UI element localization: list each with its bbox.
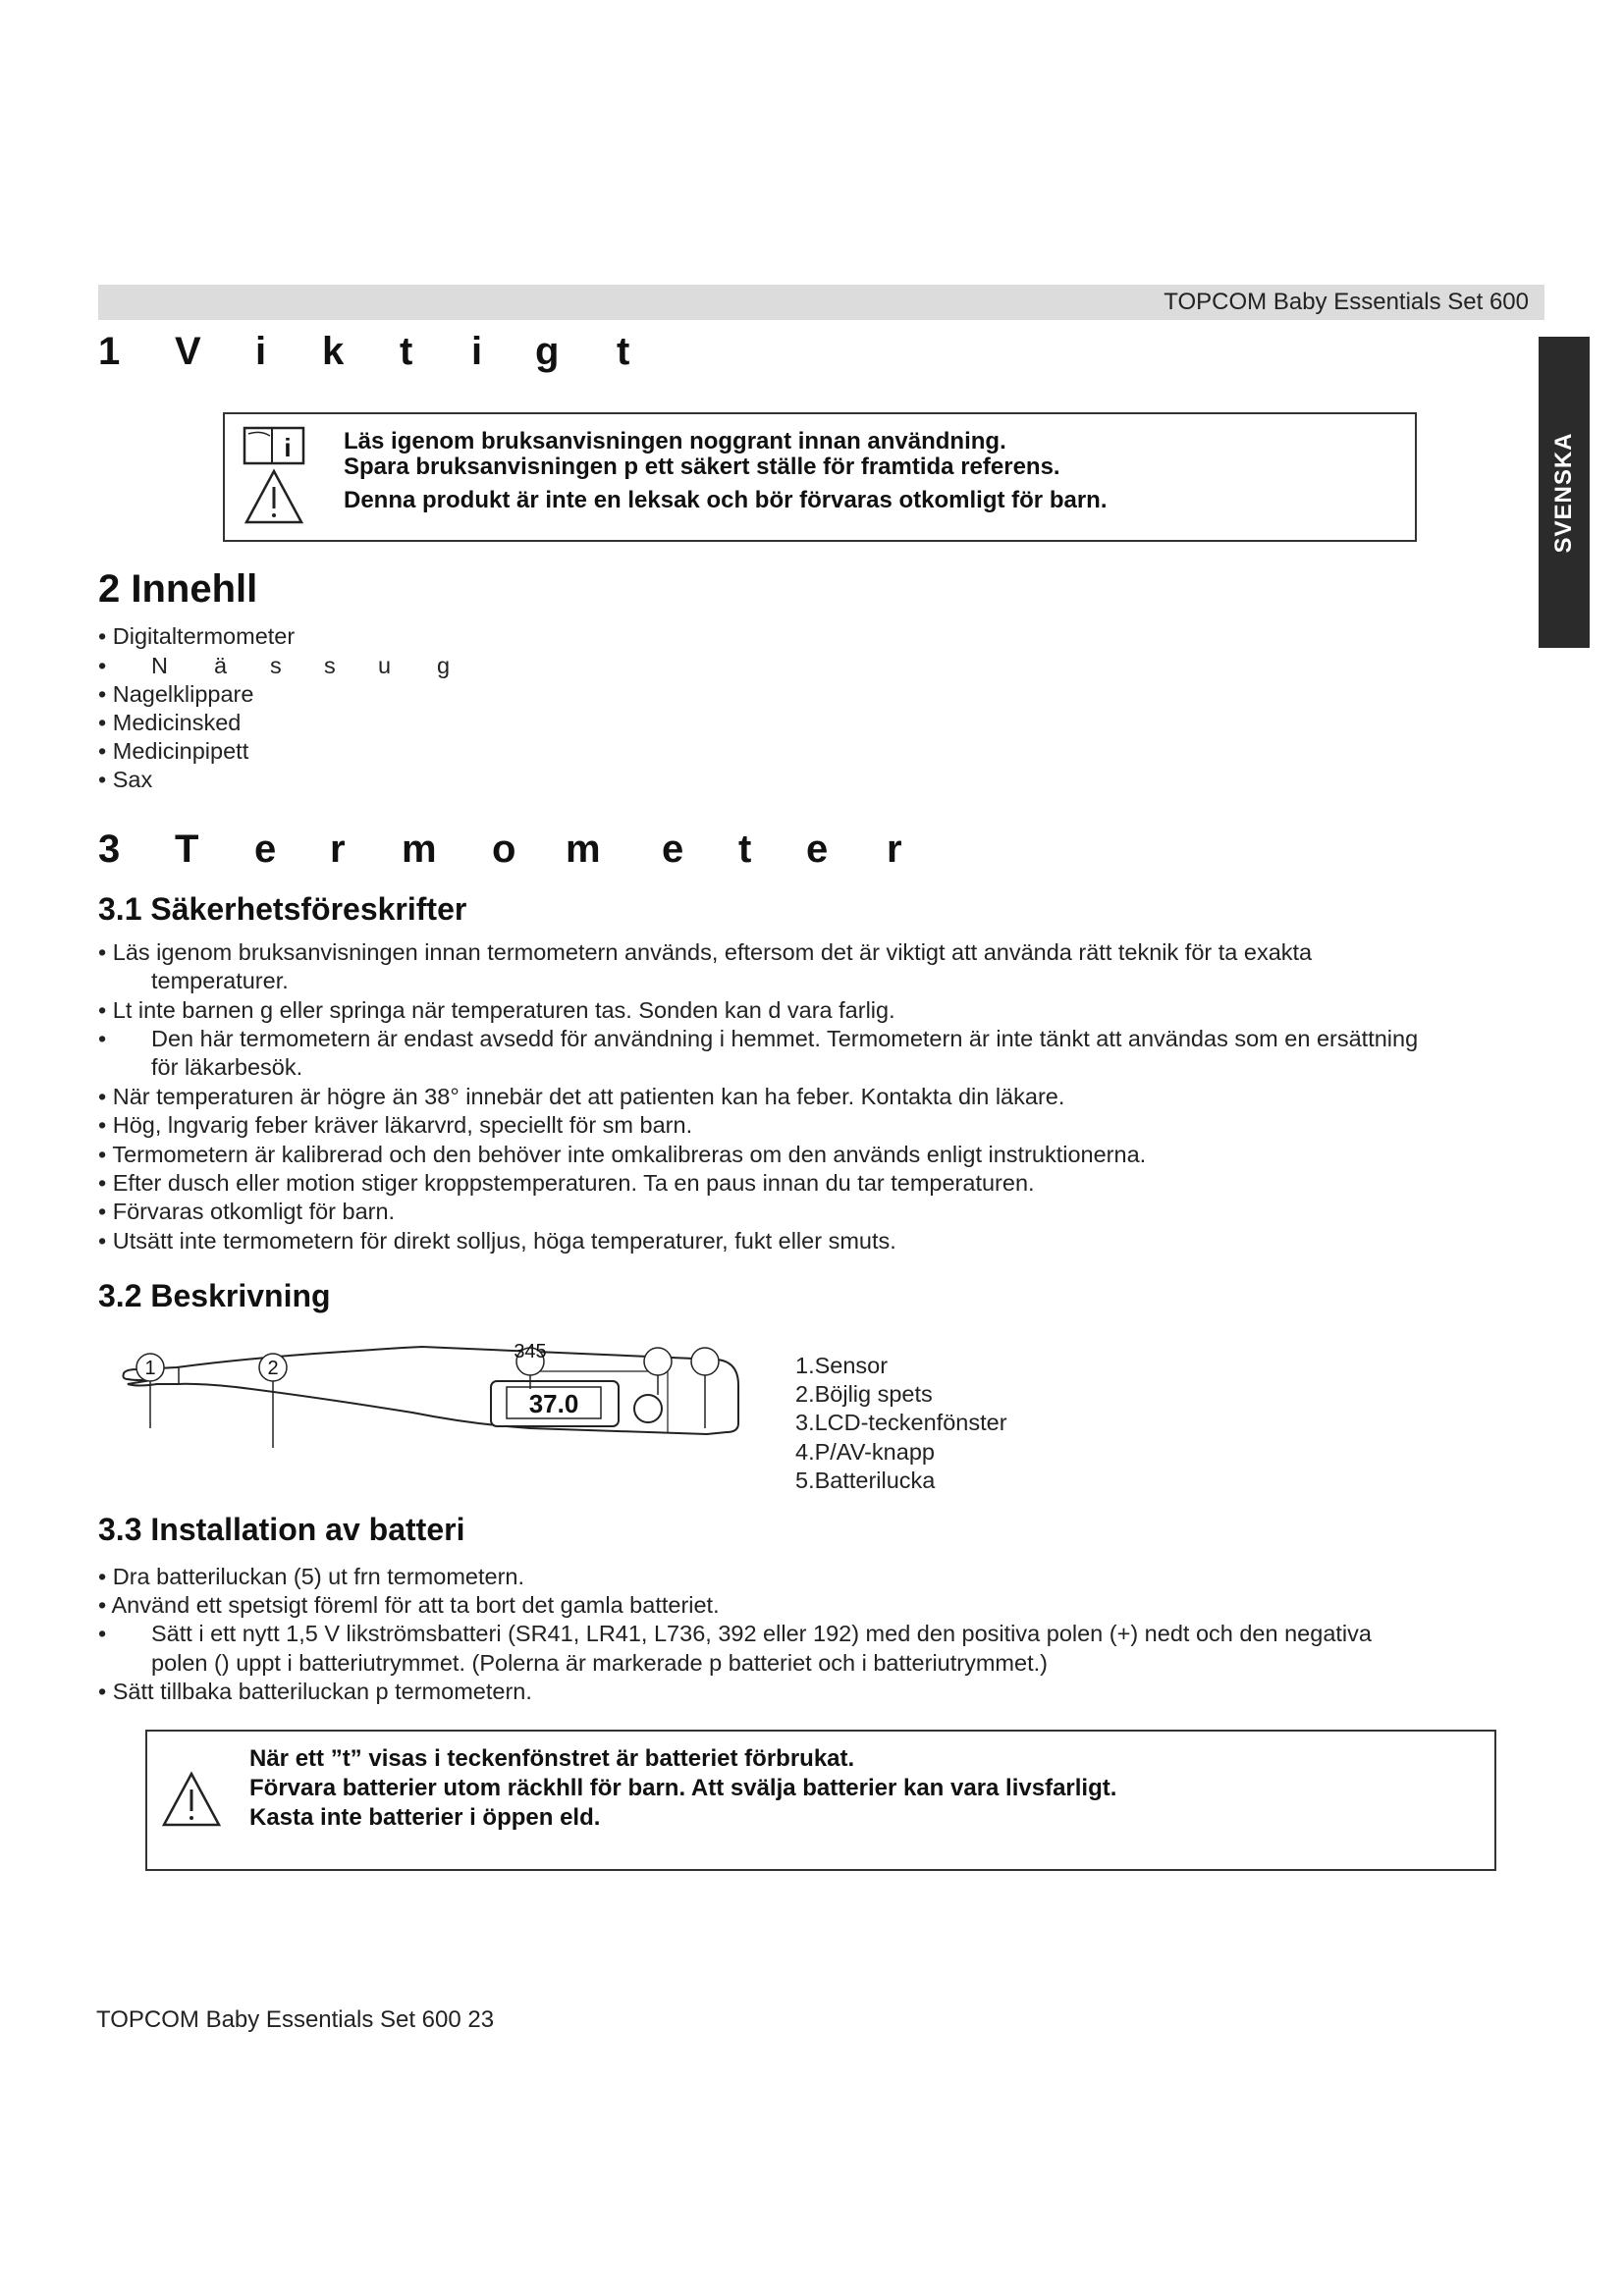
contents-item: • Medicinsked (98, 710, 242, 735)
safety-bullet: • (98, 1026, 107, 1051)
part-label: 2.Böjlig spets (795, 1381, 933, 1407)
contents-item: • N ä s s u g (98, 653, 451, 678)
contents-item: • Nagelklippare (98, 681, 254, 707)
safety-line: • Utsätt inte termometern för direkt solljus, höga temperaturer, fukt eller smuts. (98, 1228, 896, 1254)
battery-line: • Använd ett spetsigt föreml för att ta bort det gamla batteriet. (98, 1592, 720, 1618)
subsection-3-3-heading: 3.3 Installation av batteri (98, 1512, 465, 1547)
warning-line-3: Kasta inte batterier i öppen eld. (249, 1804, 601, 1831)
battery-bullet: • (98, 1621, 107, 1646)
manual-info-icon (243, 426, 305, 528)
battery-line: polen () uppt i batteriutrymmet. (Polerna är markerade p batteriet och i batteriutrymmet.) (151, 1650, 1048, 1676)
safety-line: • Termometern är kalibrerad och den behöver inte omkalibreras om den används enligt instruktionerna. (98, 1142, 1147, 1167)
safety-line: • Hög, lngvarig feber kräver läkarvrd, speciellt för sm barn. (98, 1112, 693, 1138)
contents-item: • Sax (98, 767, 153, 792)
warning-line-2: Förvara batterier utom räckhll för barn. Att svälja batterier kan vara livsfarligt. (249, 1775, 1117, 1801)
notice-line-3: Denna produkt är inte en leksak och bör förvaras otkomligt för barn. (344, 487, 1108, 513)
lcd-readout: 37.0 (528, 1389, 579, 1418)
important-notice-box (223, 412, 1417, 542)
section2-heading: 2 Innehll (98, 567, 258, 611)
contents-item: • Medicinpipett (98, 738, 249, 764)
callout-2: 2 (267, 1358, 279, 1379)
battery-line: • Sätt tillbaka batteriluckan p termometern. (98, 1679, 532, 1704)
part-label: 1.Sensor (795, 1353, 889, 1378)
subsection-3-1-heading: 3.1 Säkerhetsföreskrifter (98, 891, 467, 927)
safety-line: • När temperaturen är högre än 38° innebär det att patienten kan ha feber. Kontakta din läkare. (98, 1084, 1065, 1109)
safety-line: Den här termometern är endast avsedd för användning i hemmet. Termometern är inte tänkt att användas som en ersättning (151, 1026, 1419, 1051)
safety-line: för läkarbesök. (151, 1054, 303, 1080)
safety-line: • Efter dusch eller motion stiger kroppstemperaturen. Ta en paus innan du tar temperaturen. (98, 1170, 1035, 1196)
battery-line: • Dra batteriluckan (5) ut frn termometern. (98, 1564, 524, 1589)
page-footer: TOPCOM Baby Essentials Set 600 23 (96, 2006, 495, 2033)
notice-line-2: Spara bruksanvisningen p ett säkert ställe för framtida referens. (344, 454, 1060, 480)
battery-line: Sätt i ett nytt 1,5 V likströmsbatteri (SR41, LR41, L736, 392 eller 192) med den positiva polen (+) nedt och den negativa (151, 1621, 1372, 1646)
warning-line-1: När ett ”t” visas i teckenfönstret är batteriet förbrukat. (249, 1745, 855, 1772)
safety-line: • Lt inte barnen g eller springa när temperaturen tas. Sonden kan d vara farlig. (98, 997, 895, 1023)
section1-heading: 1 V i k t i g t (98, 330, 630, 373)
section3-heading: 3 T e r m o m e t e r (98, 828, 902, 871)
language-side-tab (1539, 337, 1590, 648)
callout-345: 345 (514, 1341, 547, 1362)
part-label: 4.P/AV-knapp (795, 1439, 935, 1465)
part-label: 5.Batterilucka (795, 1468, 936, 1493)
part-label: 3.LCD-teckenfönster (795, 1410, 1007, 1435)
language-label: SVENSKA (1550, 431, 1577, 554)
header-bar (98, 285, 1544, 320)
info-glyph: i (284, 433, 292, 462)
safety-line: • Förvaras otkomligt för barn. (98, 1199, 396, 1224)
contents-item: • Digitaltermometer (98, 623, 296, 649)
subsection-3-2-heading: 3.2 Beskrivning (98, 1278, 331, 1313)
safety-line: • Läs igenom bruksanvisningen innan termometern används, eftersom det är viktigt att använda rätt teknik för ta exakta (98, 939, 1313, 965)
thermometer-diagram (118, 1330, 746, 1487)
notice-line-1: Läs igenom bruksanvisningen noggrant innan användning. (344, 428, 1006, 454)
battery-warning-box (145, 1730, 1496, 1871)
warning-icon (161, 1771, 222, 1828)
safety-line: temperaturer. (151, 968, 289, 993)
callout-1: 1 (144, 1358, 156, 1379)
header-title: TOPCOM Baby Essentials Set 600 (1164, 289, 1529, 315)
